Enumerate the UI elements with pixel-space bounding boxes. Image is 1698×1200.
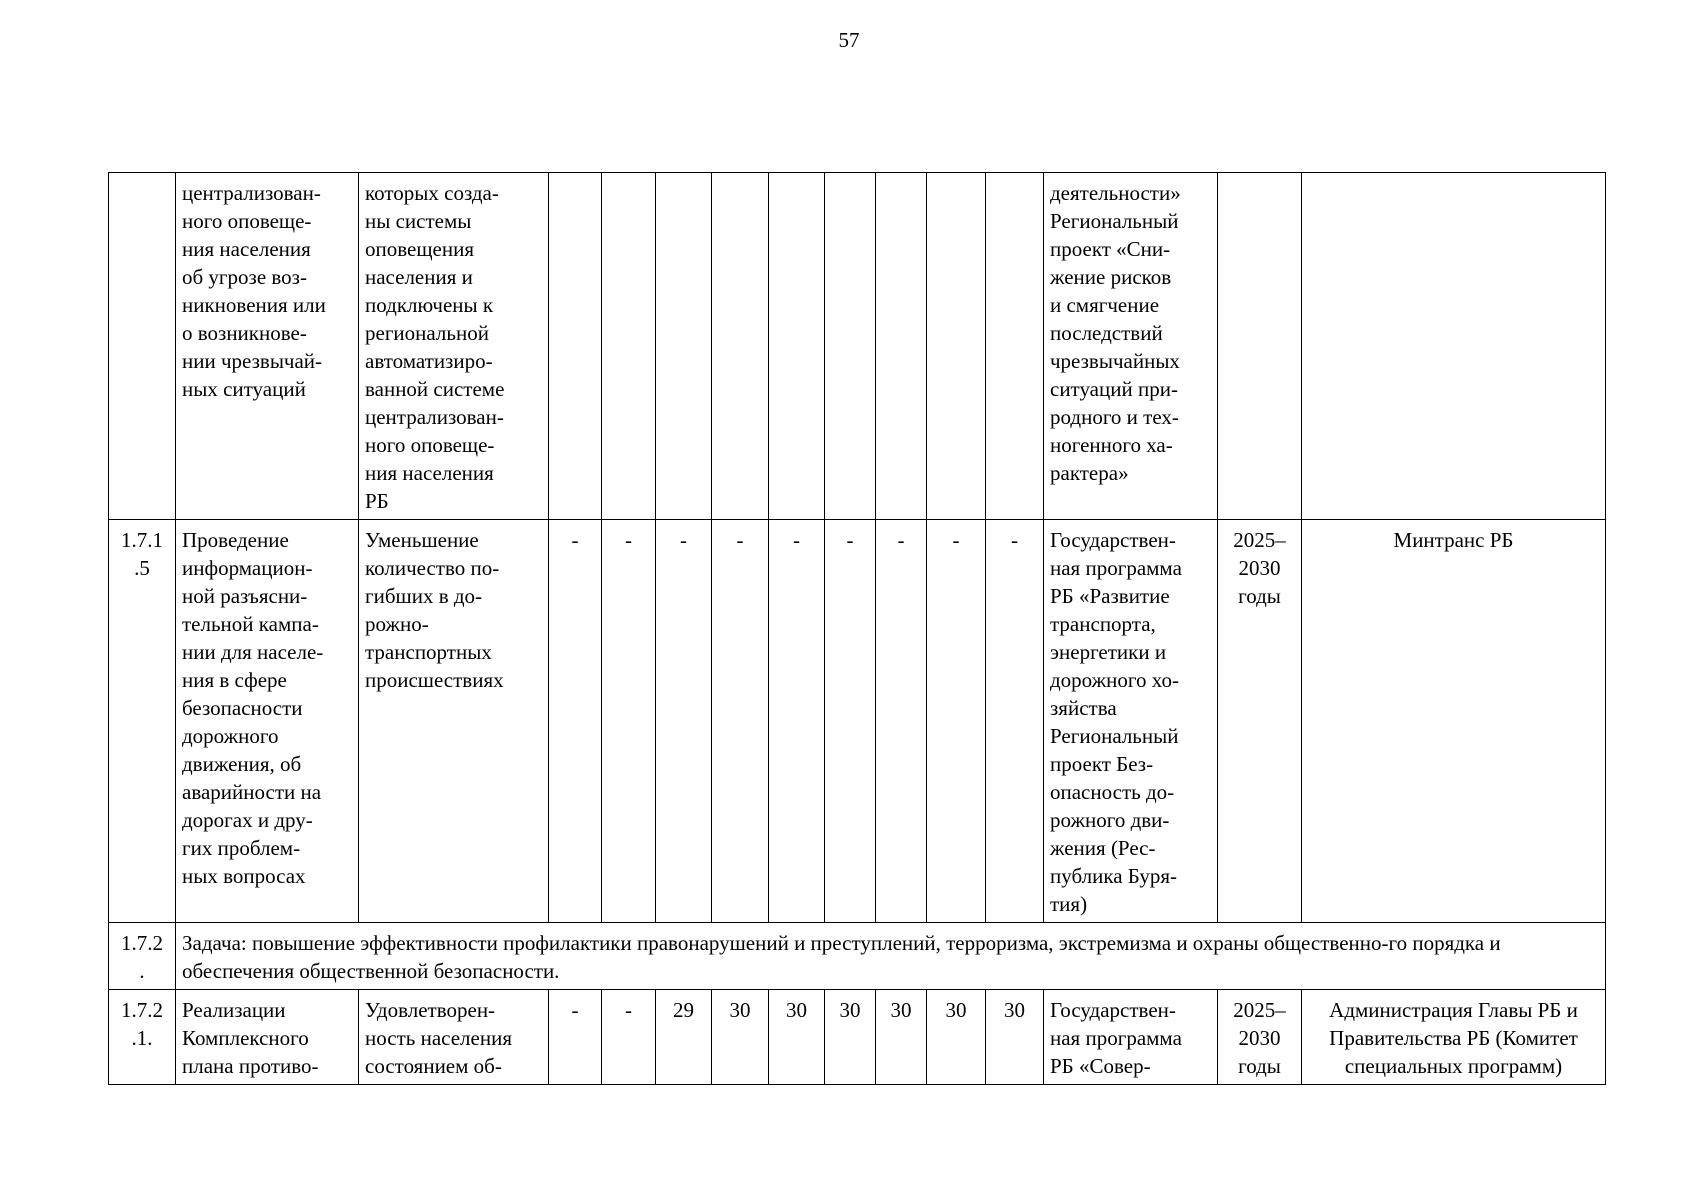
value-cell [602,173,656,520]
value-cell: - [549,990,602,1085]
executor: Минтранс РБ [1302,520,1606,923]
measure-name: Проведение информацион- ной разъясни- тельной кампа- нии для населе- ния в сфере безопасности дорожного движения, об аварийности на дорогах и дру- гих проблем- ных вопросах [176,520,359,923]
value-cell: - [986,520,1044,923]
row-number: 1.7.2 . [109,923,176,990]
value-cell: - [549,520,602,923]
period: 2025– 2030 годы [1218,520,1302,923]
value-cell: - [769,520,825,923]
program-name: деятельности» Региональный проект «Сни- жение рисков и смягчение последствий чрезвычайных ситуаций при- родного и тех- ногенного ха- рактера» [1044,173,1218,520]
period: 2025– 2030 годы [1218,990,1302,1085]
plan-table [108,172,1606,1085]
indicator-name: которых созда- ны системы оповещения населения и подключены к региональной автоматизиро- ванной системе централизован- ного оповеще- ния населения РБ [359,173,549,520]
value-cell: 30 [825,990,876,1085]
value-cell [656,173,712,520]
row-number: 1.7.1 .5 [109,520,176,923]
value-cell: 30 [769,990,825,1085]
page-number: 57 [838,28,860,52]
row-number [109,173,176,520]
measure-name: Реализации Комплексного плана противо- [176,990,359,1085]
value-cell: 30 [712,990,769,1085]
program-name: Государствен- ная программа РБ «Развитие транспорта, энергетики и дорожного хо- зяйства Региональный проект Без- опасность до- рожного дви- жения (Рес- публика Буря- тия) [1044,520,1218,923]
value-cell [986,173,1044,520]
value-cell: - [927,520,986,923]
table-row [109,520,1606,923]
value-cell: 30 [927,990,986,1085]
value-cell [769,173,825,520]
value-cell: - [712,520,769,923]
value-cell: - [825,520,876,923]
measure-name: централизован- ного оповеще- ния населения об угрозе воз- никновения или о возникнове- нии чрезвычай- ных ситуаций [176,173,359,520]
value-cell [876,173,927,520]
value-cell: - [602,520,656,923]
value-cell: - [656,520,712,923]
indicator-name: Удовлетворен- ность населения состоянием об- [359,990,549,1085]
executor [1302,173,1606,520]
task-row [109,923,1606,990]
row-number: 1.7.2 .1. [109,990,176,1085]
program-name: Государствен- ная программа РБ «Совер- [1044,990,1218,1085]
table-row [109,173,1606,520]
value-cell: - [602,990,656,1085]
value-cell: 29 [656,990,712,1085]
value-cell [549,173,602,520]
value-cell [712,173,769,520]
value-cell: 30 [876,990,927,1085]
value-cell [825,173,876,520]
value-cell [927,173,986,520]
task-text: Задача: повышение эффективности профилактики правонарушений и преступлений, терроризма, экстремизма и охраны общественно-го порядка и обеспечения общественной безопасности. [176,923,1606,990]
executor: Администрация Главы РБ и Правительства РБ (Комитет специальных программ) [1302,990,1606,1085]
period [1218,173,1302,520]
indicator-name: Уменьшение количество по- гибших в до- рожно- транспортных происшествиях [359,520,549,923]
value-cell: 30 [986,990,1044,1085]
value-cell: - [876,520,927,923]
table-row [109,990,1606,1085]
